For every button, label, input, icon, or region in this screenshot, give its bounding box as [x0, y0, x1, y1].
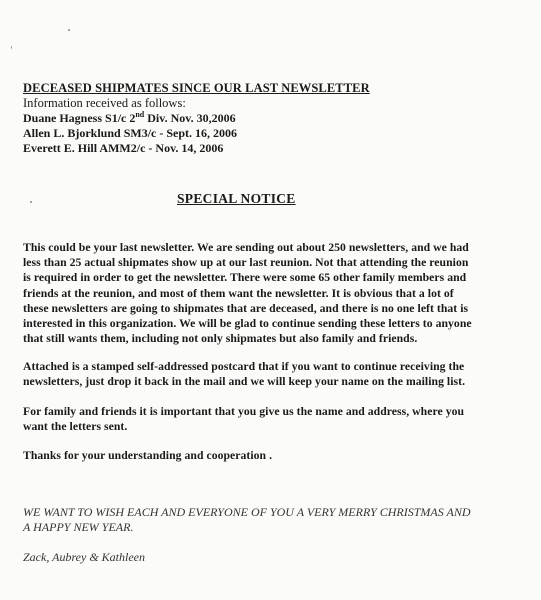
deceased-entry: Allen L. Bjorklund SM3/c - Sept. 16, 2006 [23, 126, 238, 140]
greeting-line: WE WANT TO WISH EACH AND EVERYONE OF YOU A VERY MERRY CHRISTMAS AND [23, 505, 471, 519]
paragraph-line: Attached is a stamped self-addressed postcard that if you want to continue receiving the [23, 360, 465, 373]
deceased-list [23, 111, 513, 156]
paragraph-line: that still wants them, including not only shipmates but also family and friends. [23, 332, 418, 346]
info-line: Information received as follows: [23, 96, 186, 110]
greeting-line: A HAPPY NEW YEAR. [23, 520, 134, 534]
special-notice-title: SPECIAL NOTICE [177, 191, 296, 206]
address-paragraph [23, 404, 513, 434]
deceased-entry: Duane Hagness S1/c 2nd Div. Nov. 30,2006 [23, 110, 236, 125]
notice-paragraph [23, 240, 513, 346]
paragraph-line: friends at the reunion, and most of them want the newsletter. It is obvious that a lot of [23, 286, 454, 300]
paragraph-line: want the letters sent. [23, 420, 128, 434]
paragraph-line: For family and friends it is important that you give us the name and address, where you [23, 405, 465, 418]
paragraph-line: these newsletters are going to shipmates that are deceased, and there is no one left that is [23, 301, 469, 315]
signature: Zack, Aubrey & Kathleen [23, 550, 145, 564]
deceased-heading: DECEASED SHIPMATES SINCE OUR LAST NEWSLETTER [23, 81, 370, 95]
scan-speck [30, 201, 32, 203]
holiday-greeting [23, 505, 513, 535]
postcard-paragraph [23, 359, 513, 389]
paragraph-line: interested in this organization. We will be glad to continue sending these letters to anyone [23, 317, 472, 331]
paragraph-line: newsletters, just drop it back in the mail and we will keep your name on the mailing list. [23, 375, 466, 389]
scan-speck [11, 46, 12, 49]
paragraph-line: less than 25 actual shipmates show up at our last reunion. Not that attending the reunion [23, 256, 469, 270]
scan-speck [68, 29, 70, 31]
deceased-entry: Everett E. Hill AMM2/c - Nov. 14, 2006 [23, 141, 224, 155]
paragraph-line: is required in order to get the newsletter. There were some 65 other family members and [23, 271, 467, 285]
paragraph-line: This could be your last newsletter. We are sending out about 250 newsletters, and we had [23, 241, 469, 254]
thanks-paragraph: Thanks for your understanding and cooperation . [23, 449, 273, 462]
